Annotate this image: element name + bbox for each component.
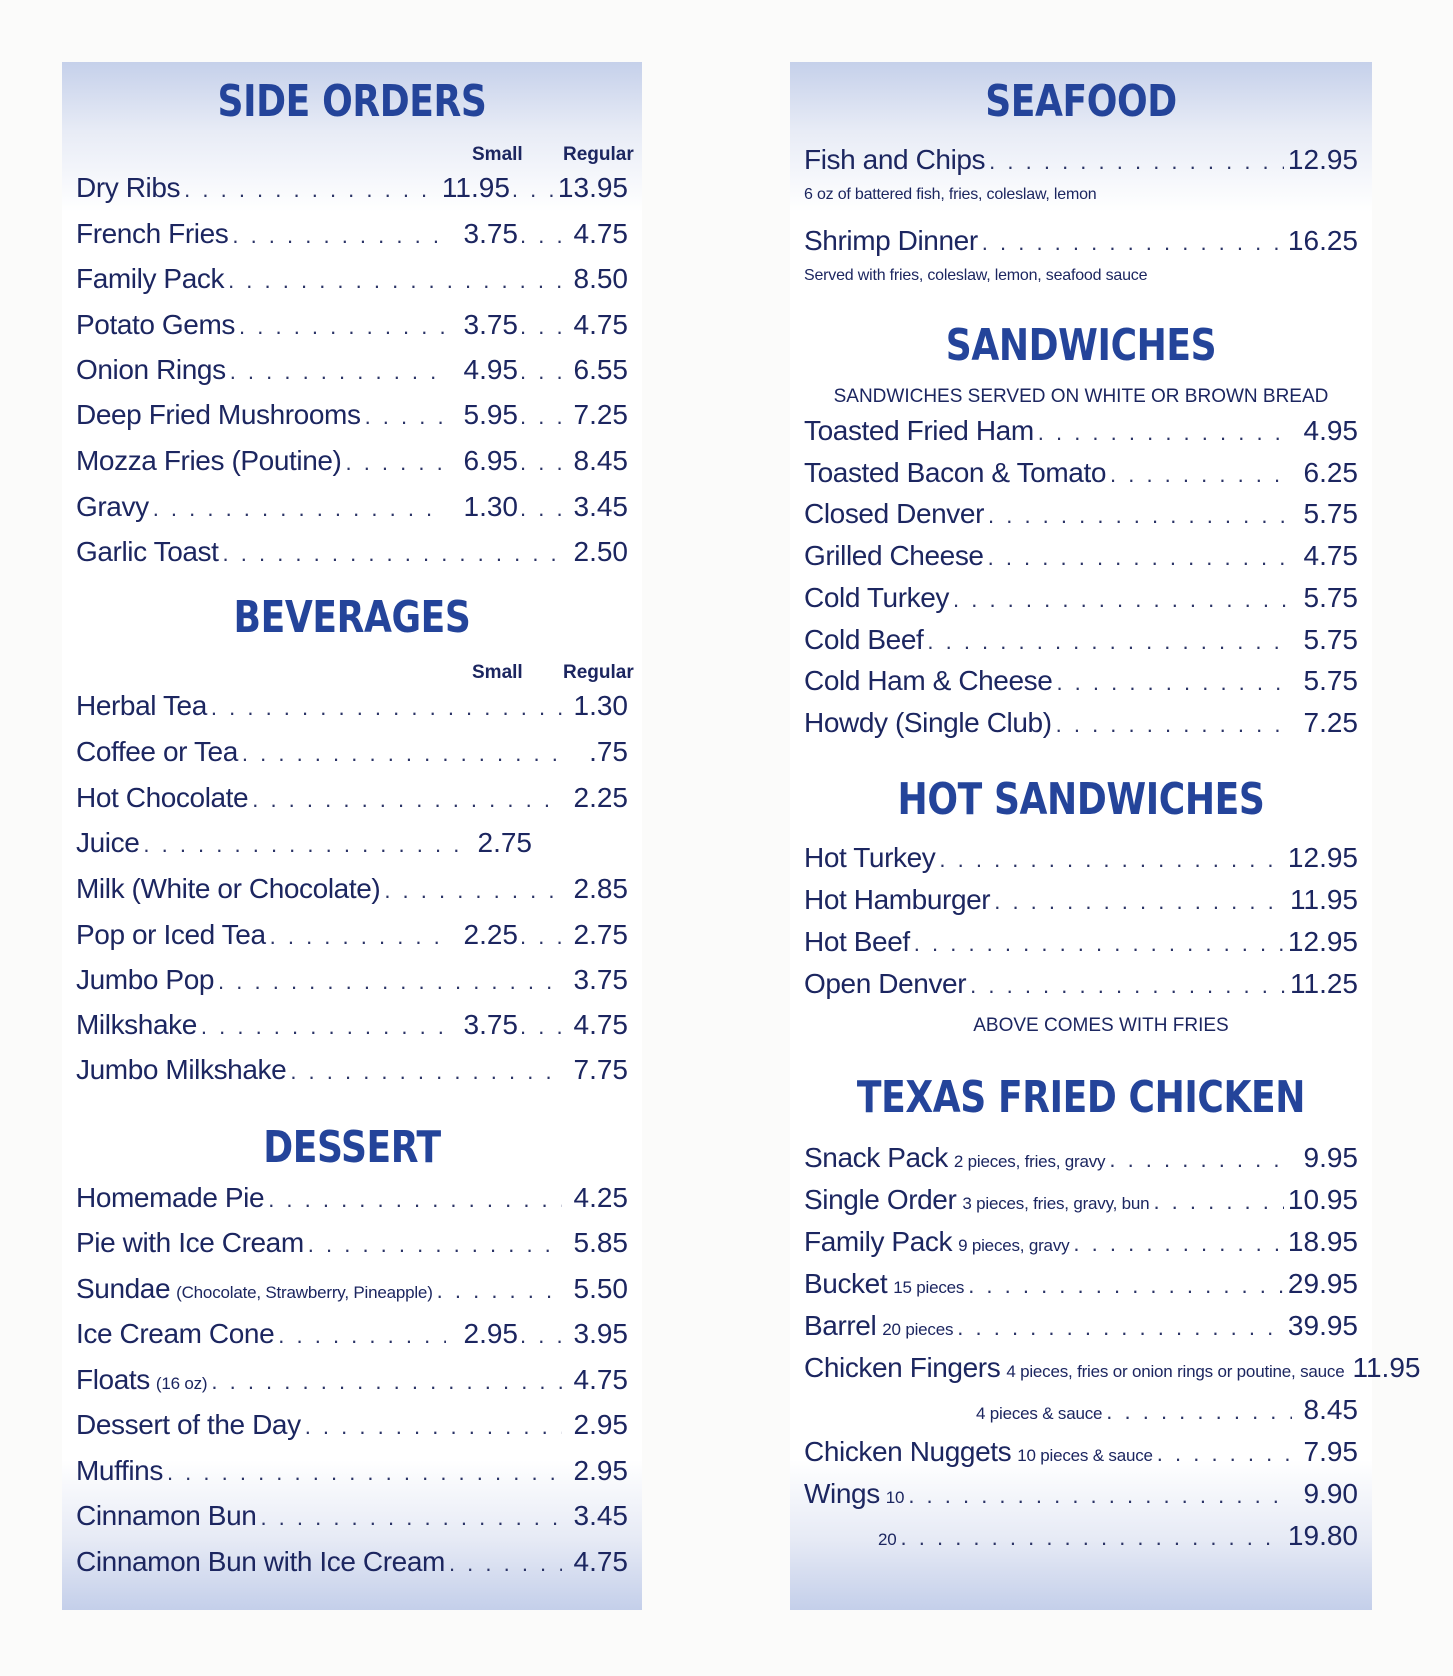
sandwiches-note: SANDWICHES SERVED ON WHITE OR BROWN BREAD xyxy=(833,386,1329,407)
menu-item: Gravy . . . 1.30 . . . 3.45 xyxy=(76,491,628,523)
dessert-heading: DESSERT xyxy=(263,1122,441,1173)
menu-item: Onion Rings . . . 4.95 . . . 6.55 xyxy=(76,354,628,386)
menu-item: Ice Cream Cone . . . 2.95 . . . 3.95 xyxy=(76,1318,628,1350)
hot-sandwiches-note: ABOVE COMES WITH FRIES xyxy=(973,1015,1229,1036)
menu-item: Chicken Nuggets 10 pieces & sauce . . . 7.95 xyxy=(804,1436,1358,1468)
menu-item: Bucket 15 pieces . . . 29.95 xyxy=(804,1268,1358,1300)
menu-item: Grilled Cheese . . . 4.75 xyxy=(804,540,1358,572)
chicken-heading: TEXAS FRIED CHICKEN xyxy=(856,1072,1306,1123)
sandwiches-heading: SANDWICHES xyxy=(945,320,1217,371)
menu-item: Jumbo Pop . . . 3.75 xyxy=(76,964,628,996)
menu-item: 4 pieces & sauce . . . 8.45 xyxy=(970,1394,1358,1426)
menu-item: Jumbo Milkshake . . . 7.75 xyxy=(76,1054,628,1086)
menu-item: Howdy (Single Club) . . . 7.25 xyxy=(804,707,1358,739)
menu-item: Open Denver . . . 11.25 xyxy=(804,968,1358,1000)
menu-item: Cold Beef . . . 5.75 xyxy=(804,624,1358,656)
side-orders-heading: SIDE ORDERS xyxy=(217,76,487,127)
menu-item: Cinnamon Bun with Ice Cream . . . 4.75 xyxy=(76,1546,628,1578)
menu-item-description: 6 oz of battered fish, fries, coleslaw, lemon xyxy=(804,186,1097,203)
menu-item: Hot Turkey . . . 12.95 xyxy=(804,842,1358,874)
menu-item: Cinnamon Bun . . . 3.45 xyxy=(76,1500,628,1532)
menu-item: Muffins . . . 2.95 xyxy=(76,1455,628,1487)
menu-item: Milkshake . . . 3.75 . . . 4.75 xyxy=(76,1009,628,1041)
menu-panel-right xyxy=(790,62,1421,1610)
menu-item: Family Pack 9 pieces, gravy . . . 18.95 xyxy=(804,1226,1358,1258)
menu-item: Dessert of the Day . . . 2.95 xyxy=(76,1409,628,1441)
menu-item: Wings 10 . . . 9.90 xyxy=(804,1478,1358,1510)
menu-item: Hot Beef . . . 12.95 xyxy=(804,926,1358,958)
menu-item: Potato Gems . . . 3.75 . . . 4.75 xyxy=(76,309,628,341)
menu-item: Dry Ribs . . . 11.95 . . . 13.95 xyxy=(76,172,628,204)
menu-item: Sundae (Chocolate, Strawberry, Pineapple) . . . 5.50 xyxy=(76,1273,628,1305)
menu-item: Single Order 3 pieces, fries, gravy, bun . . . 10.95 xyxy=(804,1184,1358,1216)
menu-item: Fish and Chips . . . 12.95 xyxy=(804,144,1358,176)
menu-item: Toasted Fried Ham . . . 4.95 xyxy=(804,415,1358,447)
menu-panel-left xyxy=(62,62,642,1610)
menu-item: Shrimp Dinner . . . 16.25 xyxy=(804,225,1358,257)
menu-item: French Fries . . . 3.75 . . . 4.75 xyxy=(76,218,628,250)
menu-item: Floats (16 oz) . . . 4.75 xyxy=(76,1364,628,1396)
menu-item: Herbal Tea . . . 1.30 xyxy=(76,690,628,722)
menu-item: Chicken Fingers 4 pieces, fries or onion rings or poutine, sauce 11.95 xyxy=(804,1352,1421,1383)
menu-item: Coffee or Tea . . . .75 xyxy=(76,736,628,768)
menu-item: Snack Pack 2 pieces, fries, gravy . . . 9.95 xyxy=(804,1142,1358,1174)
menu-item: Closed Denver . . . 5.75 xyxy=(804,498,1358,530)
menu-item: Hot Chocolate . . . 2.25 xyxy=(76,782,628,814)
menu-item: Hot Hamburger . . . 11.95 xyxy=(804,884,1358,916)
menu-item: Cold Ham & Cheese . . . 5.75 xyxy=(804,665,1358,697)
menu-item: Homemade Pie . . . 4.25 xyxy=(76,1182,628,1214)
beverages-heading: BEVERAGES xyxy=(233,592,471,643)
menu-item: Garlic Toast . . . 2.50 xyxy=(76,536,628,568)
menu-item: Juice . . . 2.75 xyxy=(76,827,532,859)
beverages-col-regular: Regular xyxy=(563,662,634,683)
beverages-col-small: Small xyxy=(472,662,523,683)
menu-item: Pop or Iced Tea . . . 2.25 . . . 2.75 xyxy=(76,919,628,951)
menu-item-description: Served with fries, coleslaw, lemon, seafood sauce xyxy=(804,267,1148,284)
menu-item: Cold Turkey . . . 5.75 xyxy=(804,582,1358,614)
menu-item: Toasted Bacon & Tomato . . . 6.25 xyxy=(804,457,1358,489)
hot-sandwiches-heading: HOT SANDWICHES xyxy=(897,774,1265,825)
seafood-heading: SEAFOOD xyxy=(985,76,1177,127)
menu-item: Barrel 20 pieces . . . 39.95 xyxy=(804,1310,1358,1342)
menu-item: Pie with Ice Cream . . . 5.85 xyxy=(76,1227,628,1259)
menu-item: Deep Fried Mushrooms . . . 5.95 . . . 7.25 xyxy=(76,399,628,431)
side-orders-col-small: Small xyxy=(472,144,523,165)
menu-item: 20 . . . 19.80 xyxy=(872,1520,1358,1552)
menu-item: Family Pack . . . 8.50 xyxy=(76,263,628,295)
menu-item: Milk (White or Chocolate) . . . 2.85 xyxy=(76,873,628,905)
side-orders-col-regular: Regular xyxy=(563,144,634,165)
menu-item: Mozza Fries (Poutine) . . . 6.95 . . . 8.45 xyxy=(76,445,628,477)
